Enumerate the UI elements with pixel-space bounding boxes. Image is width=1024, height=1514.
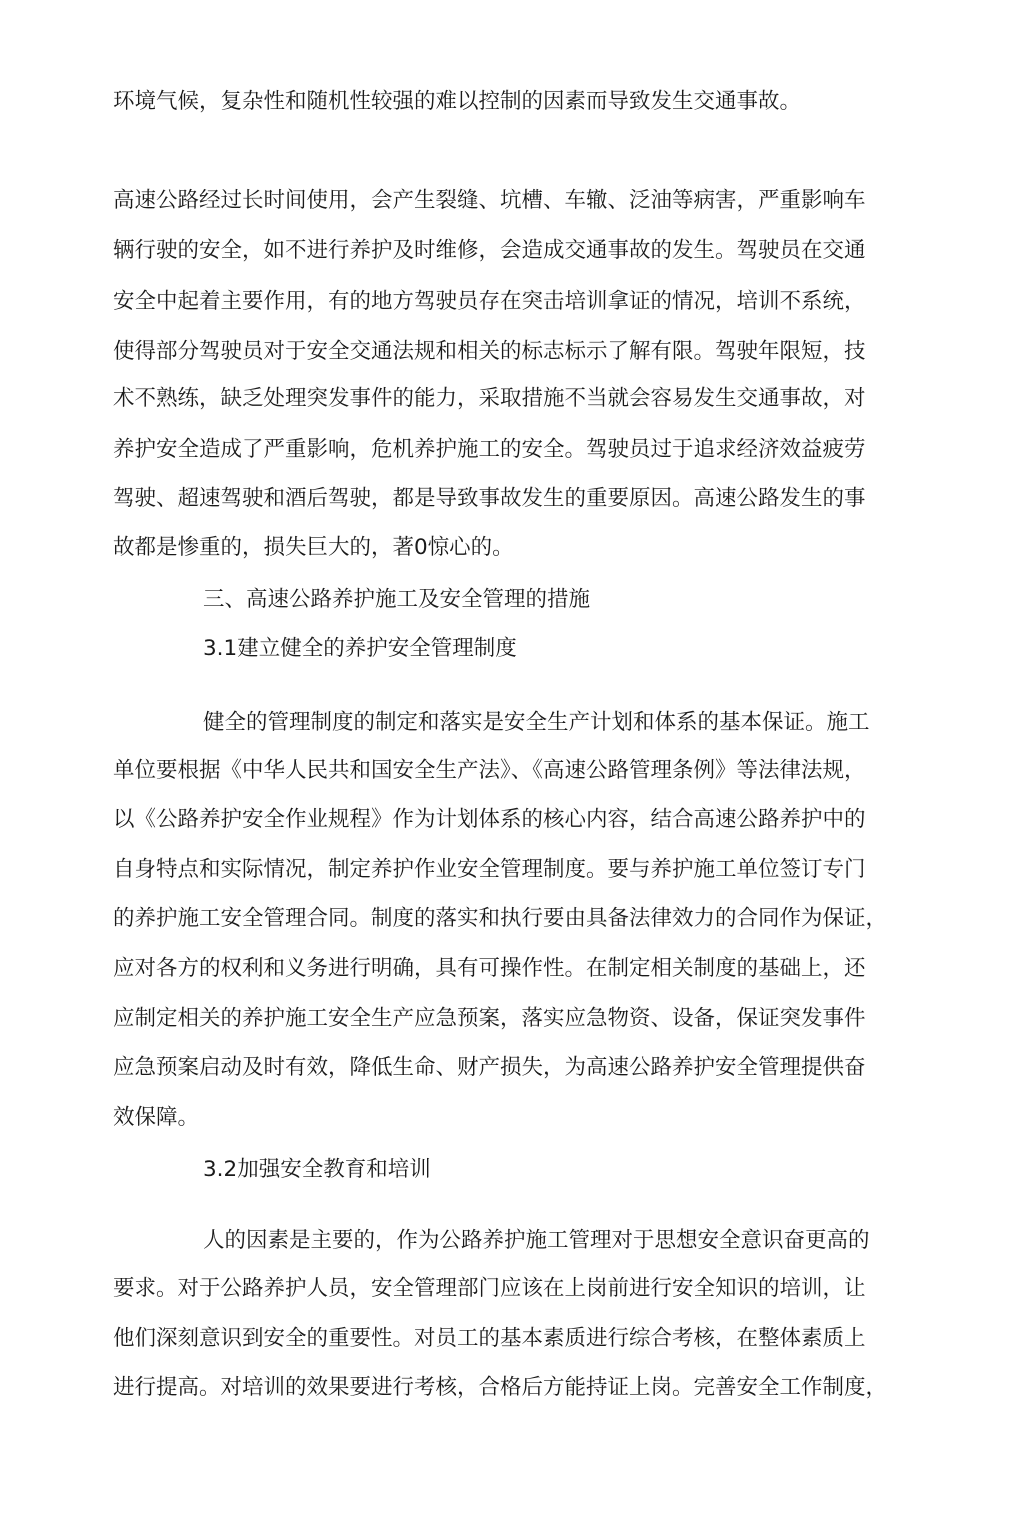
paragraph-line: 要求。对于公路养护人员，安全管理部门应该在上岗前进行安全知识的培训，让 [113,1276,866,1301]
paragraph-line: 使得部分驾驶员对于安全交通法规和相关的标志标示了解有限。驾驶年限短，技 [113,339,866,364]
paragraph-line: 单位要根据《中华人民共和国安全生产法》、《高速公路管理条例》等法律法规， [113,758,866,783]
subsection-heading: 3.2加强安全教育和培训 [203,1157,431,1182]
paragraph-line: 应急预案启动及时有效，降低生命、财产损失，为高速公路养护安全管理提供奋 [113,1055,866,1080]
paragraph-line: 养护安全造成了严重影响，危机养护施工的安全。驾驶员过于追求经济效益疲劳 [113,437,866,462]
paragraph-line: 自身特点和实际情况，制定养护作业安全管理制度。要与养护施工单位签订专门 [113,857,866,882]
paragraph-line: 人的因素是主要的，作为公路养护施工管理对于思想安全意识奋更高的 [203,1228,870,1253]
paragraph-line: 应对各方的权利和义务进行明确，具有可操作性。在制定相关制度的基础上，还 [113,956,866,981]
paragraph-line: 安全中起着主要作用，有的地方驾驶员存在突击培训拿证的情况，培训不系统， [113,289,866,314]
paragraph-line: 他们深刻意识到安全的重要性。对员工的基本素质进行综合考核，在整体素质上 [113,1326,866,1351]
paragraph-line: 健全的管理制度的制定和落实是安全生产计划和体系的基本保证。施工 [203,710,870,735]
paragraph-line: 的养护施工安全管理合同。制度的落实和执行要由具备法律效力的合同作为保证， [113,906,888,931]
paragraph-line: 环境气候，复杂性和随机性较强的难以控制的因素而导致发生交通事故。 [113,89,802,114]
paragraph-line: 术不熟练，缺乏处理突发事件的能力，采取措施不当就会容易发生交通事故，对 [113,386,866,411]
subsection-heading: 3.1建立健全的养护安全管理制度 [203,636,517,661]
paragraph-line: 效保障。 [113,1105,200,1130]
section-heading: 三、高速公路养护施工及安全管理的措施 [203,587,591,612]
paragraph-line: 以《公路养护安全作业规程》作为计划体系的核心内容，结合高速公路养护中的 [113,807,866,832]
paragraph-line: 高速公路经过长时间使用，会产生裂缝、坑槽、车辙、泛油等病害，严重影响车 [113,188,866,213]
paragraph-line: 辆行驶的安全，如不进行养护及时维修，会造成交通事故的发生。驾驶员在交通 [113,238,866,263]
paragraph-line: 进行提高。对培训的效果要进行考核，合格后方能持证上岗。完善安全工作制度， [113,1375,888,1400]
paragraph-line: 故都是惨重的，损失巨大的，著0惊心的。 [113,535,514,560]
paragraph-line: 应制定相关的养护施工安全生产应急预案，落实应急物资、设备，保证突发事件 [113,1006,866,1031]
paragraph-line: 驾驶、超速驾驶和酒后驾驶，都是导致事故发生的重要原因。高速公路发生的事 [113,486,866,511]
